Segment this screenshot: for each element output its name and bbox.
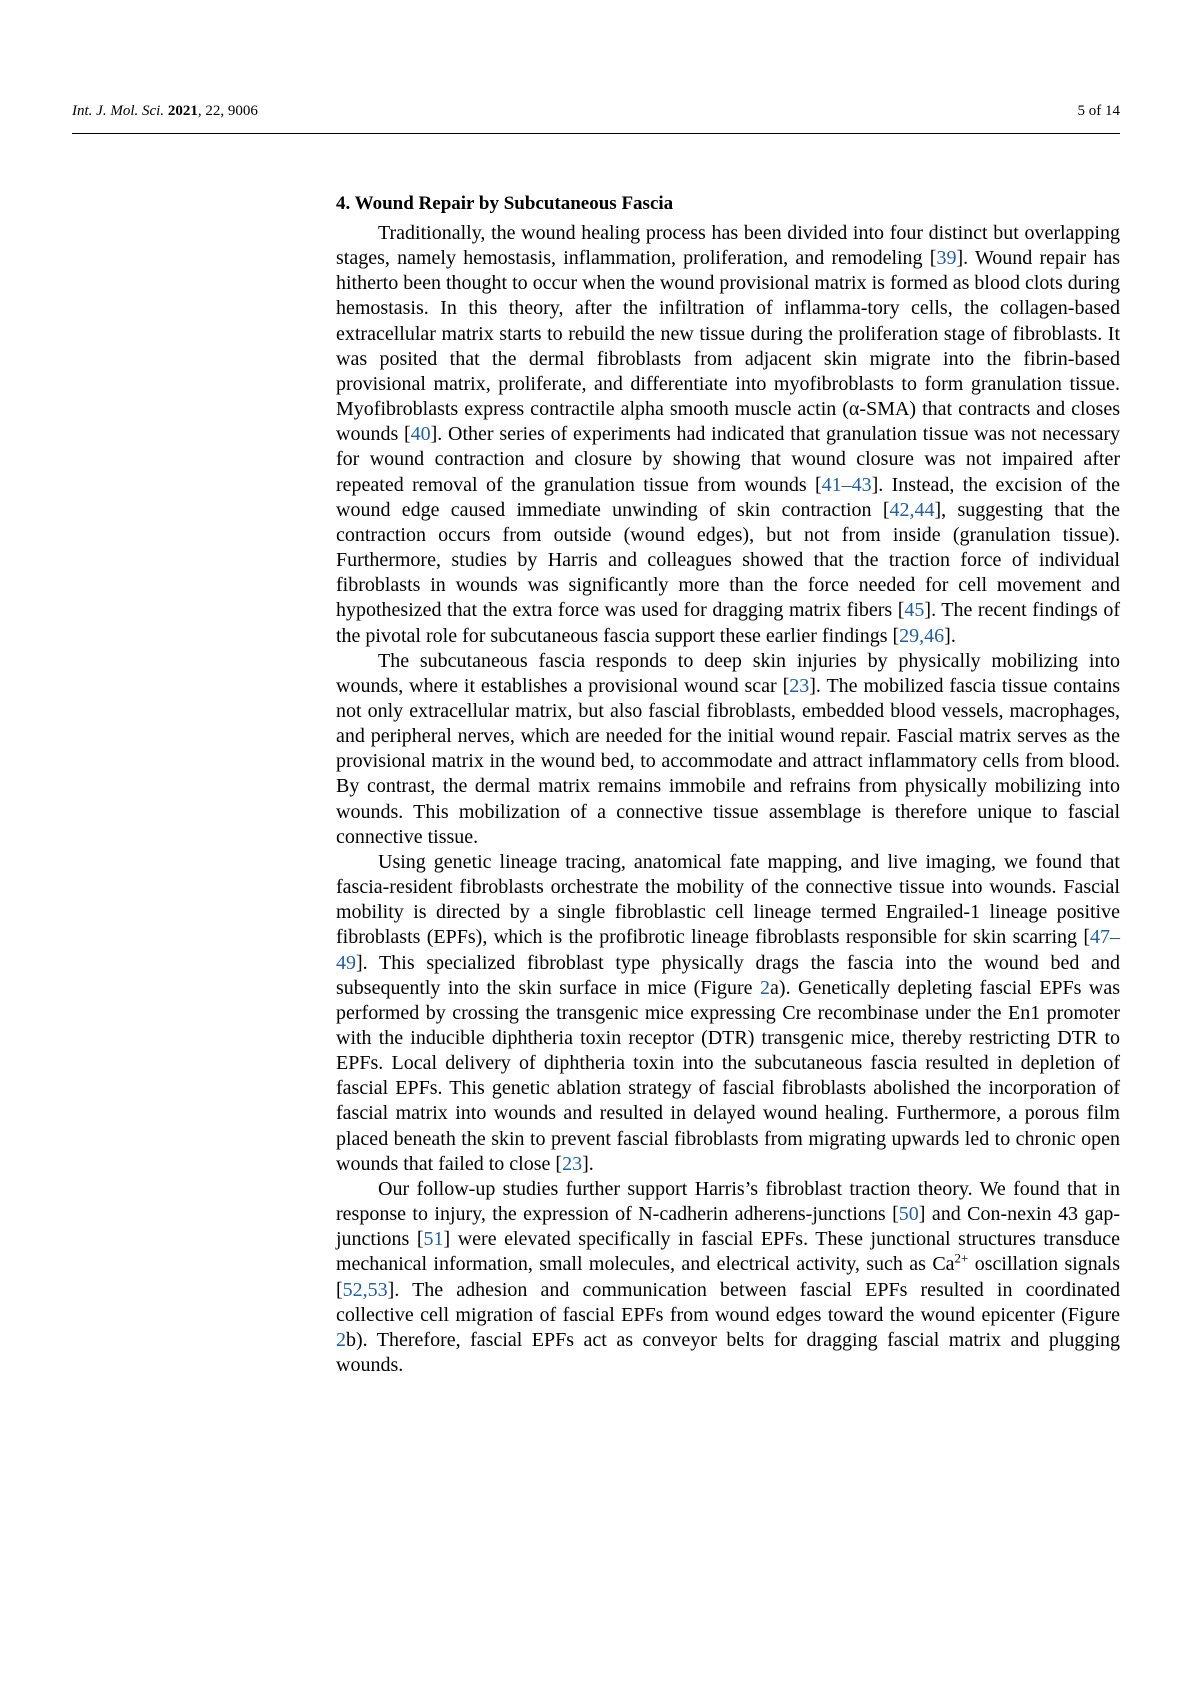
superscript: 2+ [954, 1250, 969, 1266]
citation-link[interactable]: 40 [410, 423, 431, 446]
citation-link[interactable]: 39 [936, 247, 957, 270]
paragraph-text: Traditionally, the wound healing process has been divided into four distinct but overlapping stages, namely hemostasis, inflammation, proliferation, and remodeling [ [336, 222, 1120, 270]
paragraph-text: ]. The mobilized fascia tissue contains not only extracellular matrix, but also fascial fibroblasts, embedded blood vessels, macrophages, and peripheral nerves, which are needed for the initial wound repair. Fascial matrix serves as the provisional matrix in the wound bed, to accommodate and attract inflammatory cells from blood. By contrast, the dermal matrix remains immobile and refrains from physically mobilizing into wounds. This mobilization of a connective tissue assemblage is therefore unique to fascial connective tissue. [336, 674, 1121, 848]
citation-link[interactable]: 52,53 [342, 1278, 388, 1301]
citation-link[interactable]: 42,44 [889, 498, 935, 521]
article-body [336, 192, 1120, 1378]
citation-link[interactable]: 23 [562, 1152, 583, 1175]
citation-link[interactable]: 51 [423, 1228, 444, 1251]
section-heading: 4. Wound Repair by Subcutaneous Fascia [336, 193, 674, 214]
paragraph-text: b). Therefore, fascial EPFs act as conveyor belts for dragging fascial matrix and plugging wounds. [336, 1328, 1120, 1377]
citation-link[interactable]: 41–43 [821, 473, 872, 496]
citation-link[interactable]: 47–49 [336, 926, 1120, 974]
paragraph [336, 850, 1120, 1177]
citation-link[interactable]: 2 [336, 1328, 346, 1351]
citation-link[interactable]: 45 [904, 599, 925, 622]
citation-link[interactable]: 29,46 [899, 624, 945, 647]
paragraph-text: ]. Wound repair has hitherto been thought to occur when the wound provisional matrix is formed as blood clots during hemostasis. In this theory, after the infiltration of inflamma-tory cells, the collagen-based extracellular matrix starts to rebuild the new tissue during the proliferation stage of fibroblasts. It was posited that the dermal fibroblasts from adjacent skin migrate into the fibrin-based provisional matrix, proliferate, and differentiate into myofibroblasts to form granulation tissue. Myofibroblasts express contractile alpha smooth muscle actin (α-SMA) that contracts and closes wounds [ [336, 247, 1120, 446]
paragraph-text: ]. [944, 624, 956, 647]
paragraph-text: ] and Con-nexin 43 gap-junctions [ [336, 1203, 1120, 1251]
paragraph [336, 649, 1120, 850]
paragraph-text: ] were elevated specifically in fascial EPFs. These junctional structures transduce mechanical information, small molecules, and electrical activity, such as Ca [336, 1228, 1120, 1276]
paragraph-text: a). Genetically depleting fascial EPFs was performed by crossing the transgenic mice expressing Cre recombinase under the En1 promoter with the inducible diphtheria toxin receptor (DTR) transgenic mice, thereby restricting DTR to EPFs. Local delivery of diphtheria toxin into the subcutaneous fascia resulted in depletion of fascial EPFs. This genetic ablation strategy of fascial fibroblasts abolished the incorporation of fascial matrix into wounds and resulted in delayed wound healing. Furthermore, a porous film placed beneath the skin to prevent fascial fibroblasts from migrating upwards led to chronic open wounds that failed to close [ [336, 976, 1120, 1175]
year: 2021 [167, 103, 198, 119]
citation-link[interactable]: 23 [789, 674, 810, 697]
volume-issue: , 22, 9006 [197, 103, 258, 119]
citation-link[interactable]: 2 [760, 976, 771, 999]
paragraph [336, 221, 1120, 649]
paragraph-text: ]. Other series of experiments had indicated that granulation tissue was not necessary for wound contraction and closure by showing that wound closure was not impaired after repeated removal of the granulation tissue from wounds [ [336, 423, 1120, 496]
header-rule [72, 133, 1120, 134]
citation-link[interactable]: 50 [898, 1203, 919, 1226]
running-header [72, 103, 1120, 120]
paragraph [336, 1177, 1120, 1378]
citation [72, 103, 258, 120]
paragraph-text: ]. The recent findings of the pivotal role for subcutaneous fascia support these earlier findings [ [336, 599, 1120, 647]
paragraph-text: oscillation signals [ [336, 1253, 1120, 1301]
paragraphs [336, 221, 1120, 1378]
paragraph-text: ]. Instead, the excision of the wound edge caused immediate unwinding of skin contraction [ [336, 473, 1121, 521]
paragraph-text: Our follow-up studies further support Harris’s fibroblast traction theory. We found that in response to injury, the expression of N-cadherin adherens-junctions [ [336, 1177, 1120, 1226]
paragraph-text: ], suggesting that the contraction occurs from outside (wound edges), but not from inside (granulation tissue). Furthermore, studies by Harris and colleagues showed that the traction force of individual fibroblasts in wounds was significantly more than the force needed for cell movement and hypothesized that the extra force was used for dragging matrix fibers [ [336, 498, 1121, 622]
paragraph-text: Using genetic lineage tracing, anatomical fate mapping, and live imaging, we found that fascia-resident fibroblasts orchestrate the mobility of the connective tissue into wounds. Fascial mobility is directed by a single fibroblastic cell lineage termed Engrailed-1 lineage positive fibroblasts (EPFs), which is the profibrotic lineage fibroblasts responsible for skin scarring [ [336, 850, 1120, 949]
paragraph-text: ]. This specialized fibroblast type physically drags the fascia into the wound bed and subsequently into the skin surface in mice (Figure [336, 951, 1120, 999]
paragraph-text: ]. [582, 1152, 594, 1175]
paragraph-text: The subcutaneous fascia responds to deep skin injuries by physically mobilizing into wounds, where it establishes a provisional wound scar [ [336, 649, 1120, 697]
paragraph-text: ]. The adhesion and communication between fascial EPFs resulted in coordinated collective cell migration of fascial EPFs from wound edges toward the wound epicenter (Figure [336, 1278, 1120, 1326]
page-number: 5 of 14 [1077, 103, 1120, 119]
journal-name: Int. J. Mol. Sci. [72, 103, 165, 119]
